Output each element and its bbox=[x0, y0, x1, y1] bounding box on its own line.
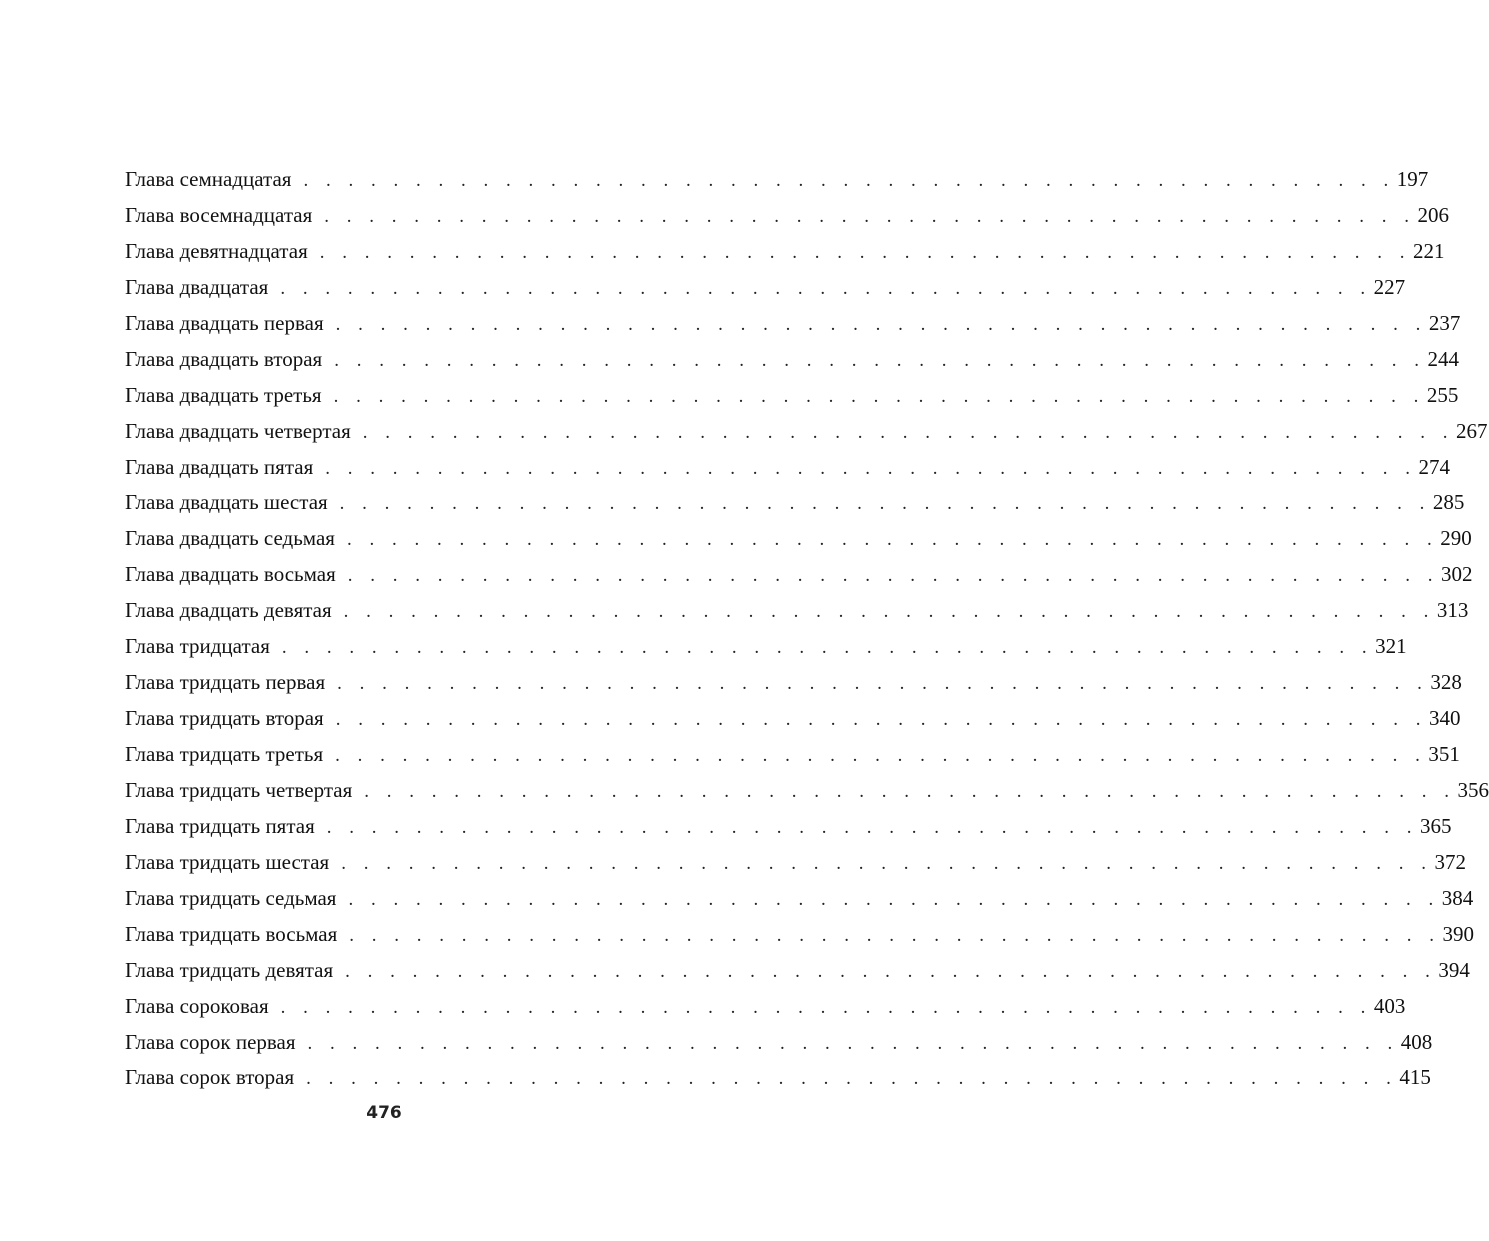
toc-entry-title: Глава двадцать третья bbox=[125, 382, 322, 407]
toc-entry-page: 206 bbox=[1417, 202, 1449, 227]
dot-leader: . . . . . . . . . . . . . . . . . . . . . . . . . . . . . . . . . . . . . . . . . . . . . . . . . bbox=[347, 565, 1439, 587]
toc-entry-page: 390 bbox=[1442, 921, 1475, 946]
toc-entry[interactable] bbox=[125, 557, 1473, 593]
dot-leader: . . . . . . . . . . . . . . . . . . . . . . . . . . . . . . . . . . . . . . . . . . . . . . . . . bbox=[280, 277, 1372, 299]
dot-leader: . . . . . . . . . . . . . . . . . . . . . . . . . . . . . . . . . . . . . . . . . . . . . . . . . bbox=[335, 745, 1427, 766]
dot-leader: . . . . . . . . . . . . . . . . . . . . . . . . . . . . . . . . . . . . . . . . . . . . . . . . . bbox=[333, 385, 1425, 407]
toc-entry[interactable] bbox=[125, 737, 1460, 773]
toc-entry-title: Глава тридцать девятая bbox=[125, 957, 334, 982]
toc-entry-title: Глава девятнадцатая bbox=[125, 238, 308, 263]
toc-entry-title: Глава двадцать вторая bbox=[125, 346, 323, 371]
toc-entry-title: Глава двадцатая bbox=[125, 274, 269, 299]
toc-entry-title: Глава тридцать третья bbox=[125, 742, 324, 766]
toc-entry[interactable] bbox=[125, 198, 1449, 234]
toc-entry[interactable] bbox=[125, 485, 1465, 521]
dot-leader: . . . . . . . . . . . . . . . . . . . . . . . . . . . . . . . . . . . . . . . . . . . . . . . . . bbox=[349, 924, 1441, 946]
toc-entry-page: 274 bbox=[1418, 454, 1450, 479]
toc-entry-title: Глава тридцать седьмая bbox=[125, 885, 337, 910]
toc-entry-page: 290 bbox=[1440, 526, 1472, 551]
toc-entry-page: 221 bbox=[1412, 238, 1445, 263]
dot-leader: . . . . . . . . . . . . . . . . . . . . . . . . . . . . . . . . . . . . . . . . . . . . . . . . . bbox=[364, 780, 1456, 802]
toc-entry-title: Глава двадцать шестая bbox=[125, 490, 328, 515]
toc-entry-title: Глава восемнадцатая bbox=[125, 202, 313, 227]
toc-entry-page: 394 bbox=[1438, 957, 1470, 982]
dot-leader: . . . . . . . . . . . . . . . . . . . . . . . . . . . . . . . . . . . . . . . . . . . . . . . . . bbox=[345, 960, 1437, 982]
toc-entry-page: 313 bbox=[1436, 598, 1469, 623]
dot-leader: . . . . . . . . . . . . . . . . . . . . . . . . . . . . . . . . . . . . . . . . . . . . . . . . . bbox=[339, 493, 1431, 515]
dot-leader: . . . . . . . . . . . . . . . . . . . . . . . . . . . . . . . . . . . . . . . . . . . . . . . . . bbox=[280, 996, 1372, 1018]
toc-entry-title: Глава семнадцатая bbox=[125, 167, 292, 191]
toc-entry[interactable] bbox=[125, 593, 1469, 629]
dot-leader: . . . . . . . . . . . . . . . . . . . . . . . . . . . . . . . . . . . . . . . . . . . . . . . . . bbox=[319, 241, 1411, 263]
dot-leader: . . . . . . . . . . . . . . . . . . . . . . . . . . . . . . . . . . . . . . . . . . . . . . . . . bbox=[307, 1032, 1399, 1054]
toc-entry-title: Глава сорок вторая bbox=[125, 1065, 295, 1090]
toc-entry[interactable] bbox=[125, 629, 1407, 665]
dot-leader: . . . . . . . . . . . . . . . . . . . . . . . . . . . . . . . . . . . . . . . . . . . . . . . . . bbox=[335, 313, 1427, 335]
toc-entry[interactable] bbox=[125, 881, 1474, 917]
toc-entry-page: 356 bbox=[1457, 777, 1489, 802]
toc-entry-title: Глава двадцать четвертая bbox=[125, 418, 351, 443]
dot-leader: . . . . . . . . . . . . . . . . . . . . . . . . . . . . . . . . . . . . . . . . . . . . . . . . . bbox=[326, 816, 1419, 838]
toc-entry-page: 328 bbox=[1430, 670, 1462, 695]
toc-entry-title: Глава тридцать вторая bbox=[125, 706, 324, 731]
toc-entry-page: 227 bbox=[1373, 274, 1406, 299]
toc-entry-page: 408 bbox=[1400, 1029, 1433, 1054]
dot-leader: . . . . . . . . . . . . . . . . . . . . . . . . . . . . . . . . . . . . . . . . . . . . . . . . . bbox=[303, 170, 1395, 191]
toc-entry-page: 302 bbox=[1441, 562, 1473, 587]
toc-entry-page: 351 bbox=[1428, 742, 1460, 766]
toc-entry-page: 237 bbox=[1428, 310, 1461, 335]
toc-entry[interactable] bbox=[125, 1060, 1431, 1096]
dot-leader: . . . . . . . . . . . . . . . . . . . . . . . . . . . . . . . . . . . . . . . . . . . . . . . . . bbox=[306, 1068, 1398, 1090]
toc-entry-page: 372 bbox=[1434, 849, 1466, 874]
dot-leader: . . . . . . . . . . . . . . . . . . . . . . . . . . . . . . . . . . . . . . . . . . . . . . . . . bbox=[341, 852, 1433, 874]
toc-entry[interactable] bbox=[125, 1025, 1433, 1061]
toc-entry-title: Глава двадцать пятая bbox=[125, 454, 314, 479]
toc-entry-title: Глава двадцать восьмая bbox=[125, 562, 336, 587]
toc-entry[interactable] bbox=[125, 270, 1406, 306]
dot-leader: . . . . . . . . . . . . . . . . . . . . . . . . . . . . . . . . . . . . . . . . . . . . . . . . . bbox=[362, 421, 1454, 443]
toc-entry-title: Глава тридцать пятая bbox=[125, 813, 315, 838]
toc-entry[interactable] bbox=[125, 378, 1459, 414]
toc-entry-page: 244 bbox=[1427, 346, 1459, 371]
page-number: 476 bbox=[366, 1103, 402, 1123]
toc-entry-title: Глава двадцать девятая bbox=[125, 598, 332, 623]
toc-entry[interactable] bbox=[125, 989, 1406, 1025]
toc-entry[interactable] bbox=[125, 234, 1445, 270]
toc-entry-title: Глава сороковая bbox=[125, 993, 269, 1018]
toc-entry[interactable] bbox=[125, 917, 1475, 953]
table-of-contents bbox=[125, 162, 1489, 1096]
toc-entry-title: Глава тридцать первая bbox=[125, 670, 326, 695]
dot-leader: . . . . . . . . . . . . . . . . . . . . . . . . . . . . . . . . . . . . . . . . . . . . . . . . . bbox=[348, 888, 1440, 910]
dot-leader: . . . . . . . . . . . . . . . . . . . . . . . . . . . . . . . . . . . . . . . . . . . . . . . . . bbox=[335, 709, 1427, 731]
toc-entry-title: Глава тридцать четвертая bbox=[125, 777, 353, 802]
toc-entry[interactable] bbox=[125, 162, 1429, 198]
toc-entry-page: 255 bbox=[1426, 382, 1459, 407]
dot-leader: . . . . . . . . . . . . . . . . . . . . . . . . . . . . . . . . . . . . . . . . . . . . . . . . . bbox=[346, 529, 1439, 551]
toc-entry[interactable] bbox=[125, 450, 1450, 486]
dot-leader: . . . . . . . . . . . . . . . . . . . . . . . . . . . . . . . . . . . . . . . . . . . . . . . . . bbox=[334, 349, 1426, 371]
toc-entry-title: Глава двадцать седьмая bbox=[125, 526, 335, 551]
toc-entry[interactable] bbox=[125, 845, 1466, 881]
toc-entry[interactable] bbox=[125, 414, 1488, 450]
toc-entry[interactable] bbox=[125, 306, 1461, 342]
toc-entry-title: Глава двадцать первая bbox=[125, 310, 324, 335]
toc-entry-page: 415 bbox=[1399, 1065, 1431, 1090]
toc-entry-page: 267 bbox=[1455, 418, 1488, 443]
dot-leader: . . . . . . . . . . . . . . . . . . . . . . . . . . . . . . . . . . . . . . . . . . . . . . . . . bbox=[337, 673, 1429, 695]
dot-leader: . . . . . . . . . . . . . . . . . . . . . . . . . . . . . . . . . . . . . . . . . . . . . . . . . bbox=[324, 205, 1416, 227]
toc-entry-page: 384 bbox=[1441, 885, 1474, 910]
toc-entry-title: Глава тридцать шестая bbox=[125, 849, 330, 874]
toc-entry[interactable] bbox=[125, 809, 1452, 845]
toc-entry-title: Глава сорок первая bbox=[125, 1029, 296, 1054]
toc-entry-page: 285 bbox=[1432, 490, 1465, 515]
toc-entry-page: 321 bbox=[1375, 634, 1407, 659]
toc-entry-page: 365 bbox=[1420, 813, 1452, 838]
toc-entry[interactable] bbox=[125, 521, 1472, 557]
toc-entry-title: Глава тридцать восьмая bbox=[125, 921, 338, 946]
dot-leader: . . . . . . . . . . . . . . . . . . . . . . . . . . . . . . . . . . . . . . . . . . . . . . . . . bbox=[343, 601, 1435, 623]
toc-entry-page: 340 bbox=[1428, 706, 1461, 731]
dot-leader: . . . . . . . . . . . . . . . . . . . . . . . . . . . . . . . . . . . . . . . . . . . . . . . . . bbox=[325, 457, 1417, 479]
toc-entry[interactable] bbox=[125, 342, 1459, 378]
toc-entry[interactable] bbox=[125, 701, 1461, 737]
toc-entry-title: Глава тридцатая bbox=[125, 634, 270, 659]
toc-entry[interactable] bbox=[125, 953, 1470, 989]
toc-entry[interactable] bbox=[125, 773, 1489, 809]
dot-leader: . . . . . . . . . . . . . . . . . . . . . . . . . . . . . . . . . . . . . . . . . . . . . . . . . bbox=[281, 637, 1374, 659]
toc-entry-page: 197 bbox=[1396, 167, 1429, 191]
toc-entry[interactable] bbox=[125, 665, 1462, 701]
toc-entry-page: 403 bbox=[1373, 993, 1406, 1018]
